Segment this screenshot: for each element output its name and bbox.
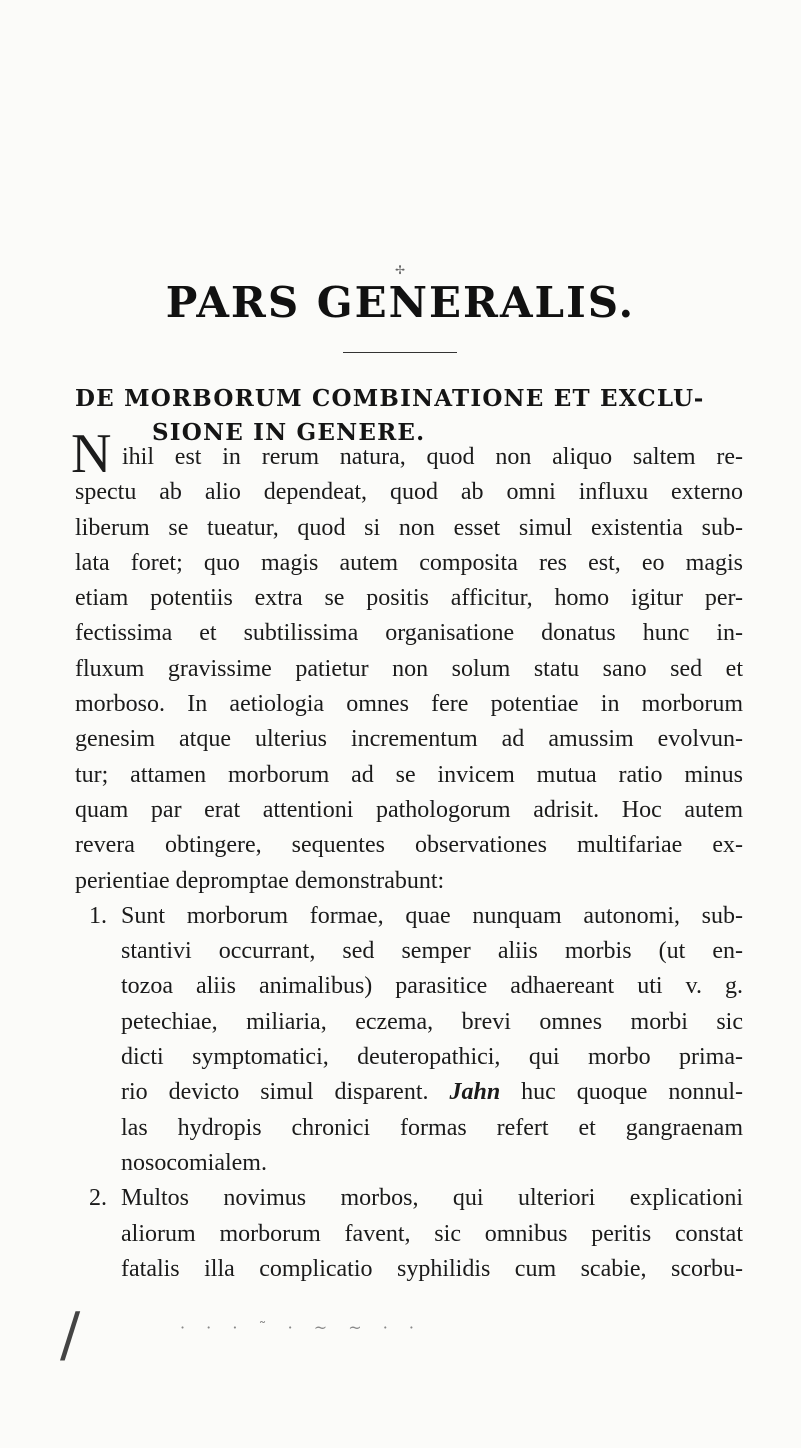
item-line: rio devicto simul disparent. Jahn huc quoque nonnul- xyxy=(121,1079,744,1106)
drop-cap: N xyxy=(71,423,112,485)
item-line: stantivi occurrant, sed semper aliis morbis (ut en- xyxy=(121,938,743,965)
list-item xyxy=(75,1181,743,1287)
intro-line: revera obtingere, sequentes observationes multifariae ex- xyxy=(75,832,743,859)
item-line: tozoa aliis animalibus) parasitice adhaereant uti v. g. xyxy=(121,973,743,1000)
intro-line: liberum se tueatur, quod si non esset simul existentia sub- xyxy=(75,514,743,541)
chapter-title-line-1: DE MORBORUM COMBINATIONE ET EXCLU- xyxy=(75,385,705,412)
bottom-smudges: · · · ˜ · ~ ~ · · xyxy=(180,1318,423,1337)
item-line: dicti symptomatici, deuteropathici, qui morbo prima- xyxy=(121,1044,743,1071)
item-line: petechiae, miliaria, eczema, brevi omnes morbi sic xyxy=(121,1008,743,1035)
item-line: nosocomialem. xyxy=(121,1149,267,1176)
intro-line: spectu ab alio dependeat, quod ab omni influxu externo xyxy=(75,479,743,506)
part-title: PARS GENERALIS. xyxy=(165,278,636,327)
intro-line: etiam potentiis extra se positis afficitur, homo igitur per- xyxy=(75,585,743,612)
intro-line: fectissima et subtilissima organisatione donatus hunc in- xyxy=(75,620,743,647)
title-divider xyxy=(343,352,457,353)
intro-line: tur; attamen morborum ad se invicem mutua ratio minus xyxy=(75,761,743,788)
intro-line: N ihil est in rerum natura, quod non aliquo saltem re- xyxy=(71,423,743,485)
item-line: fatalis illa complicatio syphilidis cum scabie, scorbu- xyxy=(121,1255,743,1282)
intro-line: fluxum gravissime patietur non solum statu sano sed et xyxy=(75,655,743,682)
item-number: 2. xyxy=(89,1185,107,1212)
author-name: Jahn xyxy=(449,1079,501,1106)
intro-line: morboso. In aetiologia omnes fere potentiae in morborum xyxy=(75,691,743,718)
item-line: aliorum morborum favent, sic omnibus peritis constat xyxy=(121,1220,743,1247)
item-line: las hydropis chronici formas refert et gangraenam xyxy=(121,1114,743,1141)
list-item xyxy=(75,899,743,1181)
intro-line: quam par erat attentioni pathologorum adrisit. Hoc autem xyxy=(75,796,743,823)
intro-line: lata foret; quo magis autem composita res est, eo magis xyxy=(75,549,743,576)
item-number: 1. xyxy=(89,902,107,929)
item-line: Sunt morborum formae, quae nunquam autonomi, sub- xyxy=(121,902,743,929)
ornament-mark: ✢ xyxy=(395,263,406,277)
numbered-list xyxy=(75,899,743,1287)
intro-line: perientiae depromptae demonstrabunt: xyxy=(75,867,445,894)
chapter-title-line-2: SIONE IN GENERE. xyxy=(152,419,426,446)
margin-mark: / xyxy=(60,1300,81,1370)
item-line: Multos novimus morbos, qui ulteriori explicationi xyxy=(121,1185,743,1212)
intro-line: genesim atque ulterius incrementum ad amussim evolvun- xyxy=(75,726,743,753)
